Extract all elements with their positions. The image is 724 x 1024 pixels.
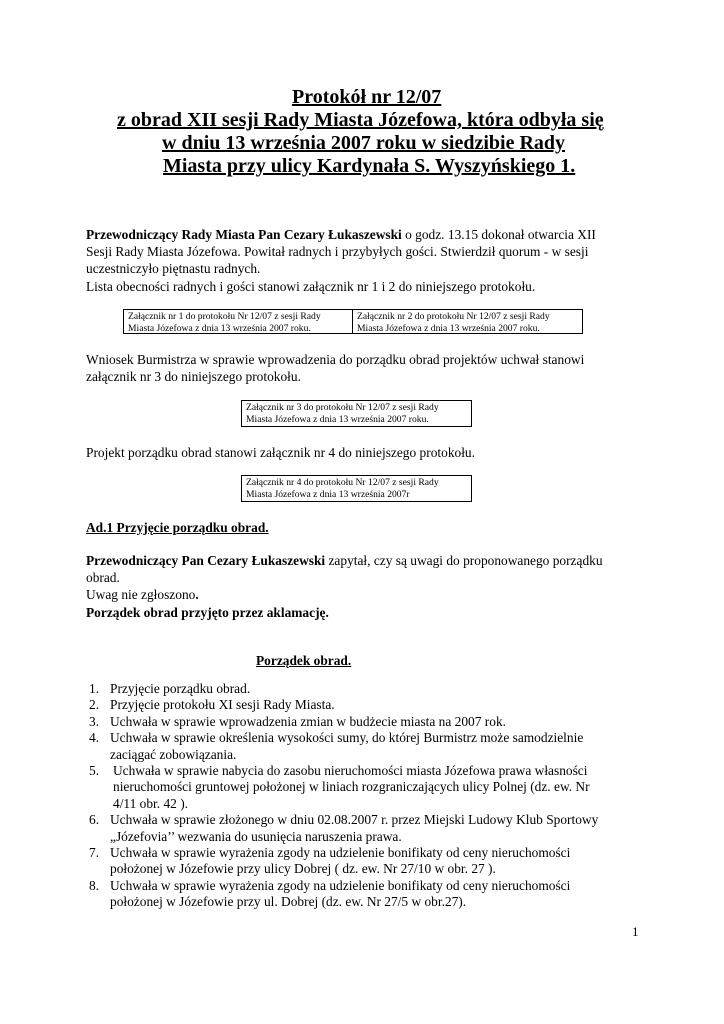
intro-line-2: Sesji Rady Miasta Józefowa. Powitał radnych i przybyłych gości. Stwierdził quorum - w sesji — [86, 244, 589, 260]
agenda-item-text-cont: nieruchomości gruntowej położonej w liniach rozgraniczających ulicy Polnej (dz. ew. Nr — [113, 779, 590, 795]
attachment-box-1-2 — [123, 309, 583, 334]
ad1-line-3: Uwag nie zgłoszono — [86, 587, 196, 603]
intro-line-1: o godz. 13.15 dokonał otwarcia XII — [401, 227, 596, 242]
agenda-item-number: 8. — [89, 877, 100, 893]
attachment-4-box — [241, 475, 472, 502]
attachment-1-box — [124, 310, 353, 333]
projekt-line: Projekt porządku obrad stanowi załącznik nr 4 do niniejszego protokołu. — [86, 445, 475, 460]
agenda-heading: Porządek obrad. — [256, 653, 352, 668]
agenda-item-text: Przyjęcie protokołu XI sesji Rady Miasta. — [110, 697, 335, 713]
attachment-3-line-2: Miasta Józefowa z dnia 13 września 2007 roku. — [246, 413, 429, 425]
agenda-item-text: Przyjęcie porządku obrad. — [110, 681, 251, 696]
attachment-2-line-1: Załącznik nr 2 do protokołu Nr 12/07 z sesji Rady — [357, 311, 550, 322]
title-line-1: Protokół nr 12/07 — [292, 86, 442, 108]
agenda-item — [86, 730, 646, 763]
agenda-item — [86, 697, 646, 713]
agenda-item-text-cont: „Józefovia’’ wezwania do usunięcia naruszenia prawa. — [110, 828, 402, 844]
agenda-item — [86, 812, 646, 845]
ad1-line-3-dot: . — [195, 587, 199, 603]
agenda-item-number: 1. — [89, 681, 100, 696]
agenda-item-number: 4. — [89, 730, 100, 746]
ad1-section — [86, 519, 642, 536]
document-title — [60, 86, 700, 178]
agenda-item — [86, 681, 646, 697]
attachment-4-line-1: Załącznik nr 4 do protokołu Nr 12/07 z sesji Rady — [246, 477, 439, 488]
intro-paragraph — [86, 226, 642, 295]
agenda-item — [86, 714, 646, 730]
attachment-2-line-2: Miasta Józefowa z dnia 13 września 2007 roku. — [357, 322, 540, 334]
agenda-item-text-cont: zaciągać zobowiązania. — [110, 746, 237, 762]
attachment-4-line-2: Miasta Józefowa z dnia 13 września 2007r — [246, 488, 410, 500]
page-number: 1 — [632, 924, 639, 939]
wniosek-line-1: Wniosek Burmistrza w sprawie wprowadzenia do porządku obrad projektów uchwał stanowi — [86, 352, 585, 367]
agenda-item — [86, 845, 646, 878]
agenda-list — [86, 681, 646, 911]
wniosek-line-2: załącznik nr 3 do niniejszego protokołu. — [86, 369, 301, 385]
agenda-item-text: Uchwała w sprawie określenia wysokości sumy, do której Burmistrz może samodzielnie — [110, 730, 584, 746]
intro-line-4: Lista obecności radnych i gości stanowi załącznik nr 1 i 2 do niniejszego protokołu. — [86, 278, 536, 294]
agenda-item-number: 5. — [89, 763, 100, 779]
agenda-item-text: Uchwała w sprawie złożonego w dniu 02.08.2007 r. przez Miejski Ludowy Klub Sportowy — [110, 812, 599, 828]
ad1-line-4: Porządek obrad przyjęto przez aklamację. — [86, 604, 329, 620]
agenda-item-text: Uchwała w sprawie wyrażenia zgody na udzielenie bonifikaty od ceny nieruchomości — [110, 877, 571, 893]
wniosek-paragraph — [86, 351, 642, 385]
agenda-item-text: Uchwała w sprawie wyrażenia zgody na udzielenie bonifikaty od ceny nieruchomości — [110, 845, 571, 861]
agenda-item — [86, 763, 646, 812]
chairman-name: Przewodniczący Rady Miasta Pan Cezary Łukaszewski — [86, 227, 402, 242]
attachment-1-line-2: Miasta Józefowa z dnia 13 września 2007 roku. — [128, 322, 311, 334]
ad1-chairman-name: Przewodniczący Pan Cezary Łukaszewski — [86, 553, 326, 568]
ad1-heading: Ad.1 Przyjęcie porządku obrad. — [86, 520, 269, 535]
agenda-item-text-cont: położonej w Józefowie przy ul. Dobrej (dz. ew. Nr 27/5 w obr.27). — [110, 894, 467, 910]
attachment-3-line-1: Załącznik nr 3 do protokołu Nr 12/07 z sesji Rady — [246, 402, 439, 413]
agenda-item-text-cont: 4/11 obr. 42 ). — [113, 795, 189, 811]
ad1-line-2: obrad. — [86, 570, 120, 586]
ad1-paragraph — [86, 552, 642, 621]
agenda-item-number: 3. — [89, 713, 100, 729]
agenda-item-number: 7. — [89, 845, 100, 861]
agenda-heading-wrap — [256, 652, 456, 669]
agenda-item-number: 2. — [89, 697, 100, 713]
attachment-2-box — [353, 310, 582, 333]
attachment-1-line-1: Załącznik nr 1 do protokołu Nr 12/07 z sesji Rady — [128, 311, 321, 322]
agenda-item-text: Uchwała w sprawie nabycia do zasobu nieruchomości miasta Józefowa prawa własności — [113, 763, 588, 779]
agenda-item — [86, 878, 646, 911]
ad1-line-1: zapytał, czy są uwagi do proponowanego porządku — [325, 553, 603, 568]
title-line-2: z obrad XII sesji Rady Miasta Józefowa, która odbyła się — [117, 109, 604, 131]
agenda-item-text: Uchwała w sprawie wprowadzenia zmian w budżecie miasta na 2007 rok. — [110, 713, 506, 729]
projekt-paragraph — [86, 444, 642, 461]
title-line-4: Miasta przy ulicy Kardynała S. Wyszyńskiego 1. — [163, 155, 576, 177]
attachment-3-box — [241, 400, 472, 427]
agenda-item-number: 6. — [89, 812, 100, 828]
title-line-3: w dniu 13 września 2007 roku w siedzibie Rady — [162, 132, 566, 154]
intro-line-3: uczestniczyło piętnastu radnych. — [86, 261, 261, 277]
agenda-item-text-cont: położonej w Józefowie przy ulicy Dobrej ( dz. ew. Nr 27/10 w obr. 27 ). — [110, 861, 496, 877]
